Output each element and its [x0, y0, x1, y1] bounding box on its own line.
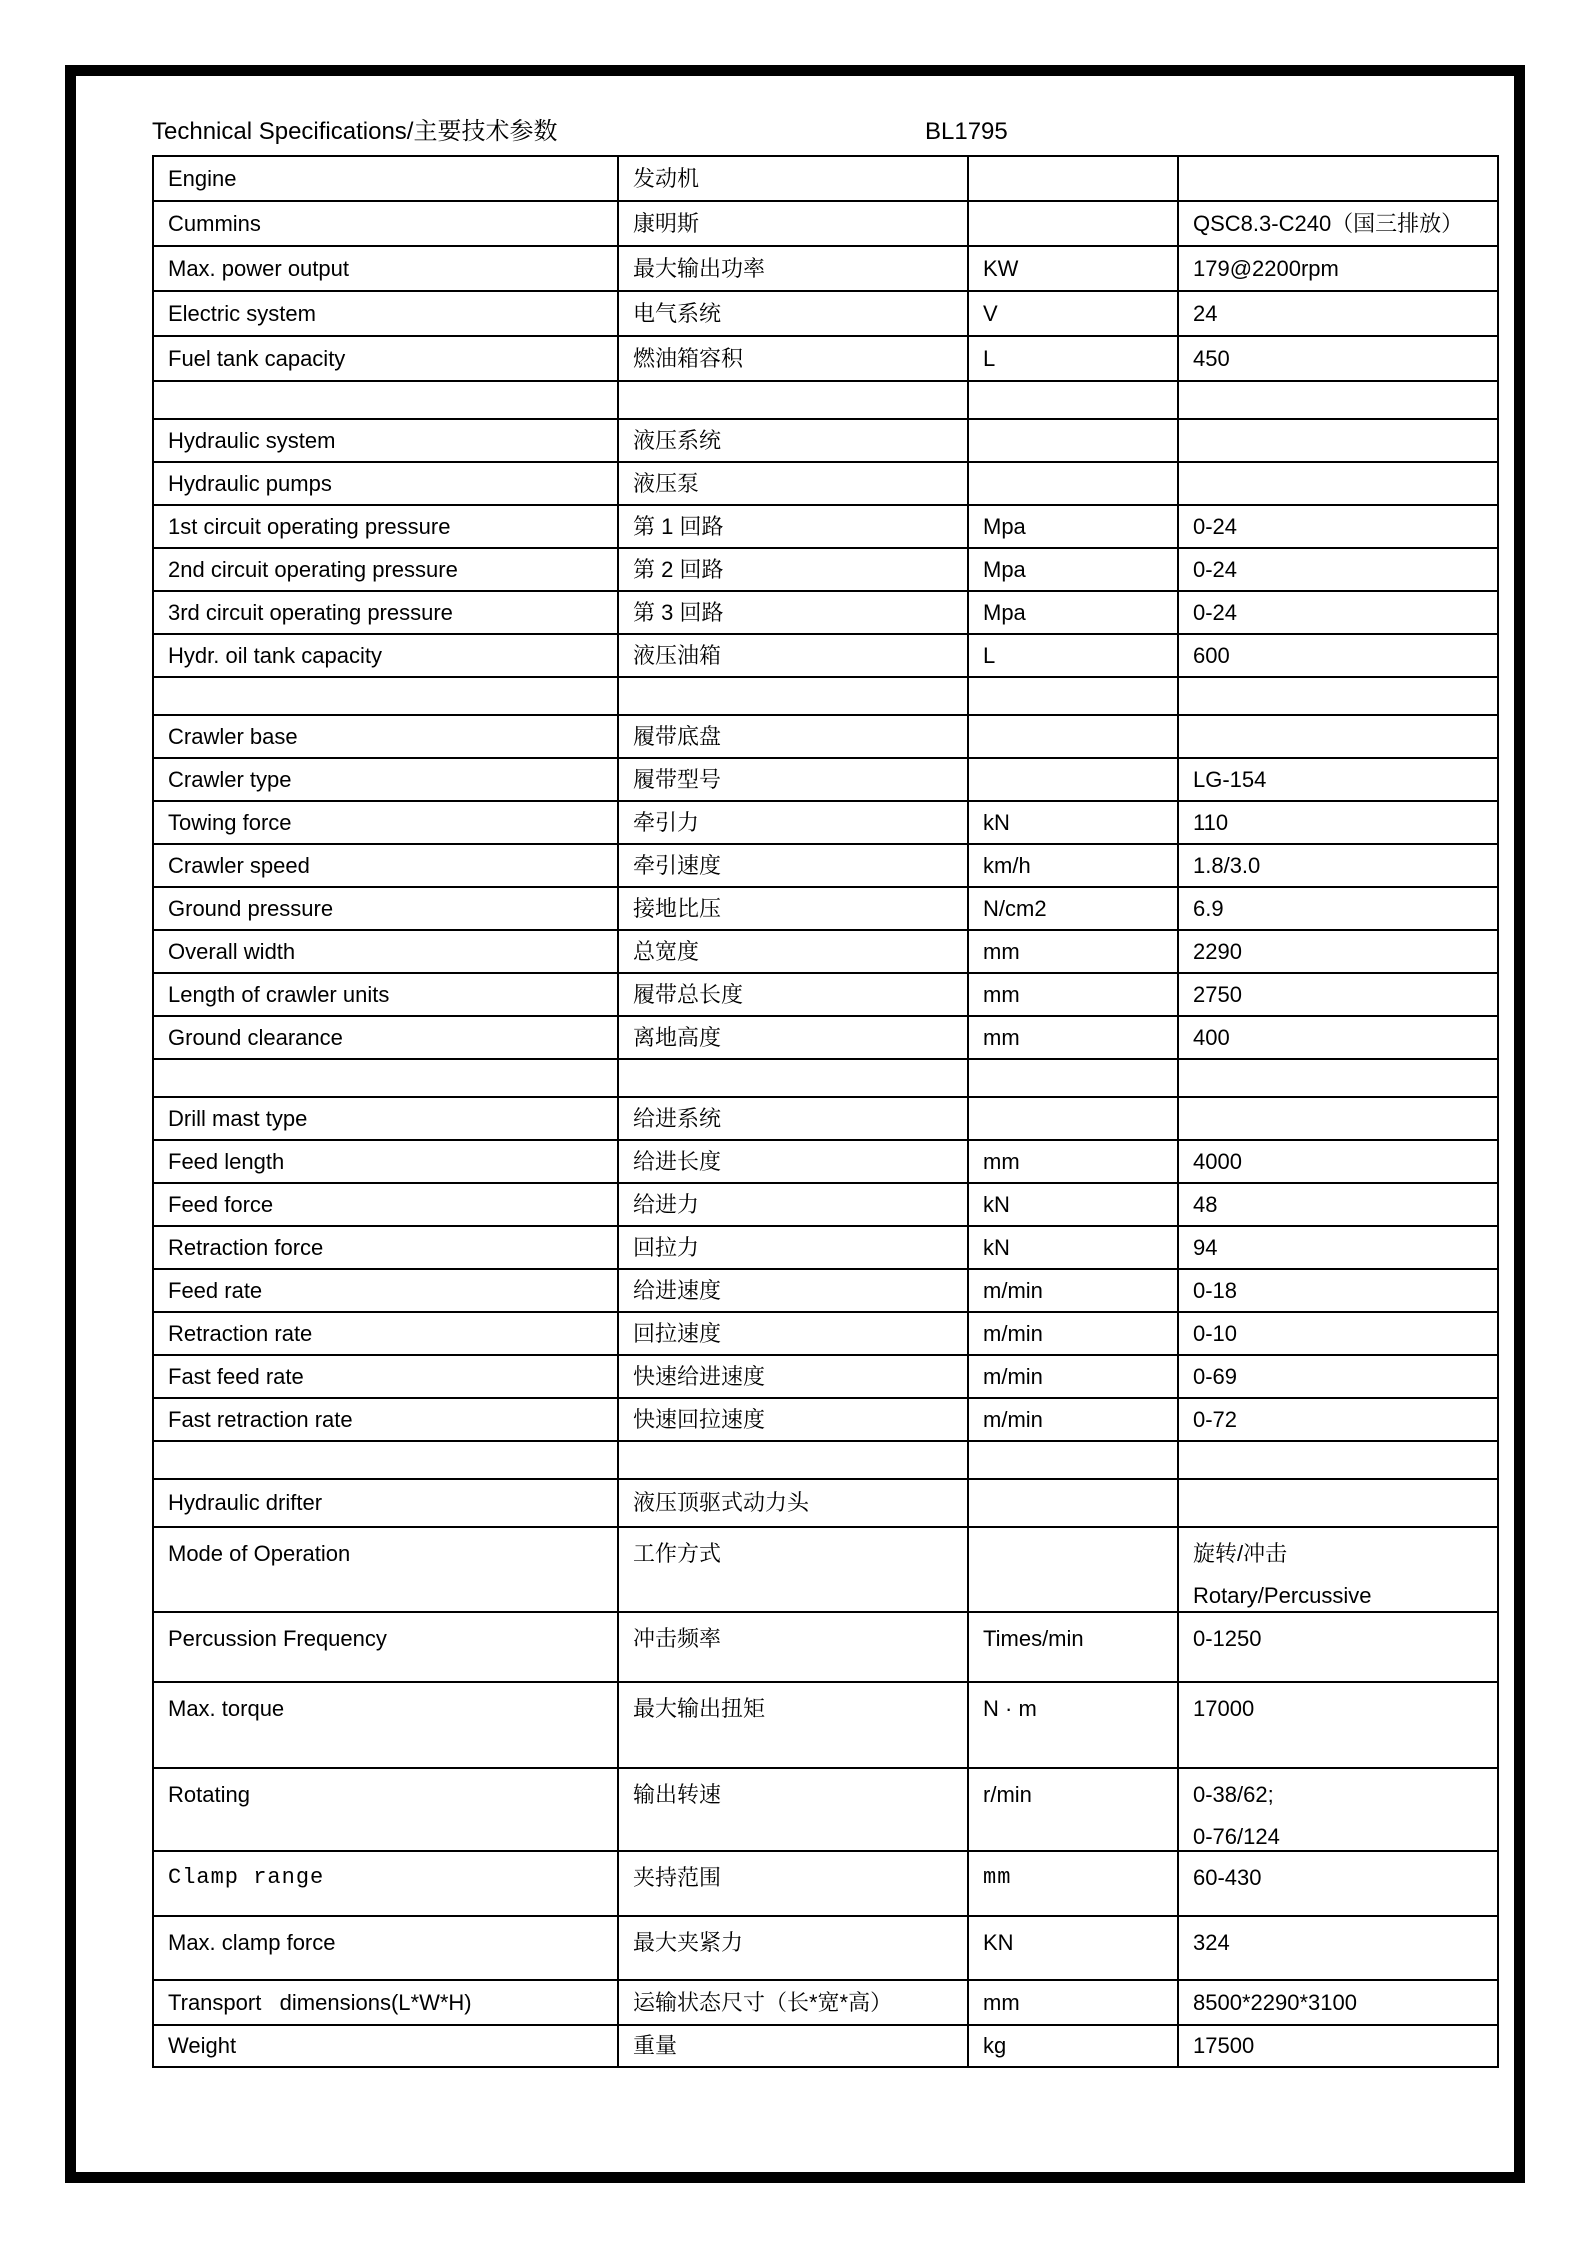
spec-name-cn-cell: 冲击频率 — [618, 1612, 968, 1682]
table-row — [153, 505, 1498, 548]
spec-name-cn-cell: 履带型号 — [618, 758, 968, 801]
spec-unit-cell: L — [968, 336, 1178, 381]
spec-unit-cell — [968, 1479, 1178, 1527]
table-row — [153, 801, 1498, 844]
spec-unit-cell: V — [968, 291, 1178, 336]
table-row — [153, 1398, 1498, 1441]
table-row — [153, 462, 1498, 505]
table-row — [153, 1612, 1498, 1682]
table-row — [153, 291, 1498, 336]
spec-unit-cell: kN — [968, 1183, 1178, 1226]
table-row — [153, 973, 1498, 1016]
spec-name-en-cell: Engine — [153, 156, 618, 201]
spec-unit-cell — [968, 462, 1178, 505]
spec-unit-cell: kN — [968, 1226, 1178, 1269]
table-row — [153, 1527, 1498, 1612]
spec-name-cn-cell: 输出转速 — [618, 1768, 968, 1851]
spec-unit-cell: N/cm2 — [968, 887, 1178, 930]
table-row — [153, 1016, 1498, 1059]
table-row-spacer — [153, 381, 1498, 419]
spec-name-en-cell: Percussion Frequency — [153, 1612, 618, 1682]
spec-name-cn-cell — [618, 677, 968, 715]
spec-name-en-cell: Mode of Operation — [153, 1527, 618, 1612]
spec-name-en-cell — [153, 381, 618, 419]
table-row — [153, 1682, 1498, 1768]
spec-name-cn-cell: 最大输出功率 — [618, 246, 968, 291]
spec-name-en-cell: Ground pressure — [153, 887, 618, 930]
table-row — [153, 1355, 1498, 1398]
spec-value-cell: 0-24 — [1178, 591, 1498, 634]
spec-name-cn-cell: 发动机 — [618, 156, 968, 201]
spec-unit-cell: mm — [968, 973, 1178, 1016]
table-row — [153, 930, 1498, 973]
spec-unit-cell: km/h — [968, 844, 1178, 887]
spec-name-cn-cell: 履带总长度 — [618, 973, 968, 1016]
spec-name-cn-cell: 离地高度 — [618, 1016, 968, 1059]
table-row — [153, 1479, 1498, 1527]
spec-value-cell — [1178, 156, 1498, 201]
table-row — [153, 1140, 1498, 1183]
spec-unit-cell: r/min — [968, 1768, 1178, 1851]
spec-name-cn-cell: 康明斯 — [618, 201, 968, 246]
spec-name-en-cell: Overall width — [153, 930, 618, 973]
spec-name-cn-cell: 回拉速度 — [618, 1312, 968, 1355]
spec-name-en-cell: Clamp range — [153, 1851, 618, 1916]
table-row — [153, 1851, 1498, 1916]
spec-name-cn-cell: 给进速度 — [618, 1269, 968, 1312]
table-row — [153, 887, 1498, 930]
spec-name-en-cell: 3rd circuit operating pressure — [153, 591, 618, 634]
spec-name-en-cell — [153, 1441, 618, 1479]
spec-name-en-cell: 2nd circuit operating pressure — [153, 548, 618, 591]
spec-name-cn-cell: 重量 — [618, 2025, 968, 2067]
spec-name-en-cell: Electric system — [153, 291, 618, 336]
spec-name-cn-cell: 电气系统 — [618, 291, 968, 336]
spec-value-cell: 17500 — [1178, 2025, 1498, 2067]
spec-unit-cell: kg — [968, 2025, 1178, 2067]
spec-name-en-cell — [153, 677, 618, 715]
spec-unit-cell: mm — [968, 930, 1178, 973]
spec-name-en-cell: Rotating — [153, 1768, 618, 1851]
spec-name-cn-cell — [618, 1059, 968, 1097]
spec-name-cn-cell: 运输状态尺寸（长*宽*高） — [618, 1980, 968, 2025]
spec-value-cell — [1178, 381, 1498, 419]
spec-name-en-cell: Retraction rate — [153, 1312, 618, 1355]
spec-unit-cell: Mpa — [968, 505, 1178, 548]
spec-name-en-cell: Feed force — [153, 1183, 618, 1226]
table-row — [153, 548, 1498, 591]
spec-name-cn-cell: 给进长度 — [618, 1140, 968, 1183]
spec-unit-cell — [968, 1527, 1178, 1612]
table-row-spacer — [153, 677, 1498, 715]
spec-unit-cell: m/min — [968, 1312, 1178, 1355]
table-row — [153, 1097, 1498, 1140]
spec-name-en-cell: Towing force — [153, 801, 618, 844]
spec-name-en-cell: Fast feed rate — [153, 1355, 618, 1398]
spec-unit-cell: mm — [968, 1851, 1178, 1916]
spec-unit-cell — [968, 715, 1178, 758]
table-row — [153, 591, 1498, 634]
spec-unit-cell — [968, 758, 1178, 801]
spec-name-en-cell: Transport dimensions(L*W*H) — [153, 1980, 618, 2025]
spec-unit-cell — [968, 381, 1178, 419]
spec-name-en-cell: Feed rate — [153, 1269, 618, 1312]
spec-unit-cell: N · m — [968, 1682, 1178, 1768]
spec-name-en-cell: Crawler speed — [153, 844, 618, 887]
spec-unit-cell: m/min — [968, 1398, 1178, 1441]
spec-name-cn-cell: 第 2 回路 — [618, 548, 968, 591]
spec-value-cell: 0-10 — [1178, 1312, 1498, 1355]
spec-unit-cell: m/min — [968, 1269, 1178, 1312]
table-row — [153, 246, 1498, 291]
spec-value-cell: LG-154 — [1178, 758, 1498, 801]
spec-unit-cell: kN — [968, 801, 1178, 844]
spec-name-cn-cell: 给进系统 — [618, 1097, 968, 1140]
spec-name-cn-cell: 牵引速度 — [618, 844, 968, 887]
spec-unit-cell — [968, 201, 1178, 246]
spec-value-cell: QSC8.3-C240（国三排放） — [1178, 201, 1498, 246]
spec-value-cell: 0-1250 — [1178, 1612, 1498, 1682]
spec-value-cell — [1178, 677, 1498, 715]
spec-name-cn-cell: 第 1 回路 — [618, 505, 968, 548]
spec-name-cn-cell — [618, 1441, 968, 1479]
spec-value-cell: 8500*2290*3100 — [1178, 1980, 1498, 2025]
spec-unit-cell — [968, 156, 1178, 201]
table-row — [153, 419, 1498, 462]
value-line-1: 旋转/冲击 — [1193, 1541, 1288, 1566]
spec-value-cell — [1178, 1527, 1498, 1612]
spec-name-cn-cell: 快速回拉速度 — [618, 1398, 968, 1441]
spec-value-cell: 0-18 — [1178, 1269, 1498, 1312]
spec-unit-cell: Mpa — [968, 591, 1178, 634]
spec-value-cell: 48 — [1178, 1183, 1498, 1226]
spec-name-cn-cell: 总宽度 — [618, 930, 968, 973]
spec-name-cn-cell: 给进力 — [618, 1183, 968, 1226]
spec-value-cell: 1.8/3.0 — [1178, 844, 1498, 887]
spec-unit-cell: KW — [968, 246, 1178, 291]
spec-name-en-cell: Crawler type — [153, 758, 618, 801]
spec-value-cell — [1178, 715, 1498, 758]
spec-name-cn-cell: 工作方式 — [618, 1527, 968, 1612]
spec-name-cn-cell: 回拉力 — [618, 1226, 968, 1269]
table-row — [153, 1980, 1498, 2025]
spec-value-cell: 0-69 — [1178, 1355, 1498, 1398]
spec-name-en-cell: Ground clearance — [153, 1016, 618, 1059]
spec-name-en-cell: Cummins — [153, 201, 618, 246]
spec-name-en-cell: Drill mast type — [153, 1097, 618, 1140]
spec-unit-cell: KN — [968, 1916, 1178, 1980]
table-row — [153, 1312, 1498, 1355]
spec-name-cn-cell: 最大输出扭矩 — [618, 1682, 968, 1768]
spec-name-cn-cell: 最大夹紧力 — [618, 1916, 968, 1980]
spec-value-cell — [1178, 1479, 1498, 1527]
value-line-2: Rotary/Percussive — [1193, 1583, 1372, 1608]
spec-name-cn-cell: 液压顶驱式动力头 — [618, 1479, 968, 1527]
spec-unit-cell: mm — [968, 1016, 1178, 1059]
table-row-spacer — [153, 1441, 1498, 1479]
spec-value-cell: 110 — [1178, 801, 1498, 844]
spec-value-cell — [1178, 1059, 1498, 1097]
spec-name-en-cell: Weight — [153, 2025, 618, 2067]
table-row — [153, 1916, 1498, 1980]
spec-name-en-cell: Fuel tank capacity — [153, 336, 618, 381]
spec-value-cell: 60-430 — [1178, 1851, 1498, 1916]
table-row — [153, 1768, 1498, 1851]
spec-value-cell — [1178, 1768, 1498, 1851]
spec-unit-cell — [968, 1059, 1178, 1097]
table-row — [153, 156, 1498, 201]
spec-unit-cell — [968, 1097, 1178, 1140]
spec-name-cn-cell: 快速给进速度 — [618, 1355, 968, 1398]
spec-name-cn-cell — [618, 381, 968, 419]
spec-name-cn-cell: 履带底盘 — [618, 715, 968, 758]
spec-value-cell: 6.9 — [1178, 887, 1498, 930]
table-row — [153, 758, 1498, 801]
spec-name-en-cell — [153, 1059, 618, 1097]
spec-name-cn-cell: 液压油箱 — [618, 634, 968, 677]
spec-name-cn-cell: 接地比压 — [618, 887, 968, 930]
spec-unit-cell: L — [968, 634, 1178, 677]
table-row — [153, 1183, 1498, 1226]
spec-name-en-cell: Length of crawler units — [153, 973, 618, 1016]
spec-unit-cell: mm — [968, 1980, 1178, 2025]
spec-unit-cell: m/min — [968, 1355, 1178, 1398]
spec-value-cell: 0-24 — [1178, 548, 1498, 591]
spec-value-cell — [1178, 1441, 1498, 1479]
spec-value-cell: 0-24 — [1178, 505, 1498, 548]
spec-unit-cell — [968, 1441, 1178, 1479]
table-row — [153, 1226, 1498, 1269]
spec-name-en-cell: Fast retraction rate — [153, 1398, 618, 1441]
spec-name-en-cell: Max. power output — [153, 246, 618, 291]
spec-value-cell: 324 — [1178, 1916, 1498, 1980]
spec-name-cn-cell: 第 3 回路 — [618, 591, 968, 634]
spec-name-cn-cell: 燃油箱容积 — [618, 336, 968, 381]
table-row — [153, 336, 1498, 381]
spec-name-cn-cell: 牵引力 — [618, 801, 968, 844]
table-row — [153, 201, 1498, 246]
spec-table — [152, 155, 1499, 2068]
spec-name-en-cell: Feed length — [153, 1140, 618, 1183]
spec-name-en-cell: Hydraulic drifter — [153, 1479, 618, 1527]
spec-value-cell: 24 — [1178, 291, 1498, 336]
spec-value-cell: 17000 — [1178, 1682, 1498, 1768]
spec-name-en-cell: 1st circuit operating pressure — [153, 505, 618, 548]
model-number: BL1795 — [925, 118, 1008, 145]
spec-value-cell: 2750 — [1178, 973, 1498, 1016]
table-row — [153, 1269, 1498, 1312]
spec-value-cell: 400 — [1178, 1016, 1498, 1059]
spec-name-cn-cell: 夹持范围 — [618, 1851, 968, 1916]
spec-name-cn-cell: 液压泵 — [618, 462, 968, 505]
spec-name-en-cell: Crawler base — [153, 715, 618, 758]
spec-unit-cell — [968, 677, 1178, 715]
spec-unit-cell: Times/min — [968, 1612, 1178, 1682]
spec-value-cell — [1178, 462, 1498, 505]
spec-name-en-cell: Hydr. oil tank capacity — [153, 634, 618, 677]
spec-value-cell: 0-72 — [1178, 1398, 1498, 1441]
spec-value-cell: 94 — [1178, 1226, 1498, 1269]
value-line-2: 0-76/124 — [1193, 1824, 1280, 1849]
spec-value-cell — [1178, 419, 1498, 462]
spec-value-cell: 450 — [1178, 336, 1498, 381]
spec-unit-cell — [968, 419, 1178, 462]
spec-name-en-cell: Hydraulic system — [153, 419, 618, 462]
spec-value-cell: 2290 — [1178, 930, 1498, 973]
table-row-spacer — [153, 1059, 1498, 1097]
spec-name-en-cell: Max. torque — [153, 1682, 618, 1768]
spec-unit-cell: Mpa — [968, 548, 1178, 591]
spec-name-en-cell: Max. clamp force — [153, 1916, 618, 1980]
table-row — [153, 715, 1498, 758]
table-row — [153, 844, 1498, 887]
spec-name-en-cell: Retraction force — [153, 1226, 618, 1269]
spec-value-cell: 179@2200rpm — [1178, 246, 1498, 291]
value-line-1: 0-38/62; — [1193, 1782, 1274, 1807]
spec-name-en-cell: Hydraulic pumps — [153, 462, 618, 505]
spec-table-body — [153, 156, 1498, 2067]
page-title: Technical Specifications/主要技术参数 — [152, 118, 558, 145]
spec-value-cell — [1178, 1097, 1498, 1140]
spec-unit-cell: mm — [968, 1140, 1178, 1183]
spec-name-cn-cell: 液压系统 — [618, 419, 968, 462]
spec-value-cell: 600 — [1178, 634, 1498, 677]
table-row — [153, 634, 1498, 677]
spec-value-cell: 4000 — [1178, 1140, 1498, 1183]
table-row — [153, 2025, 1498, 2067]
